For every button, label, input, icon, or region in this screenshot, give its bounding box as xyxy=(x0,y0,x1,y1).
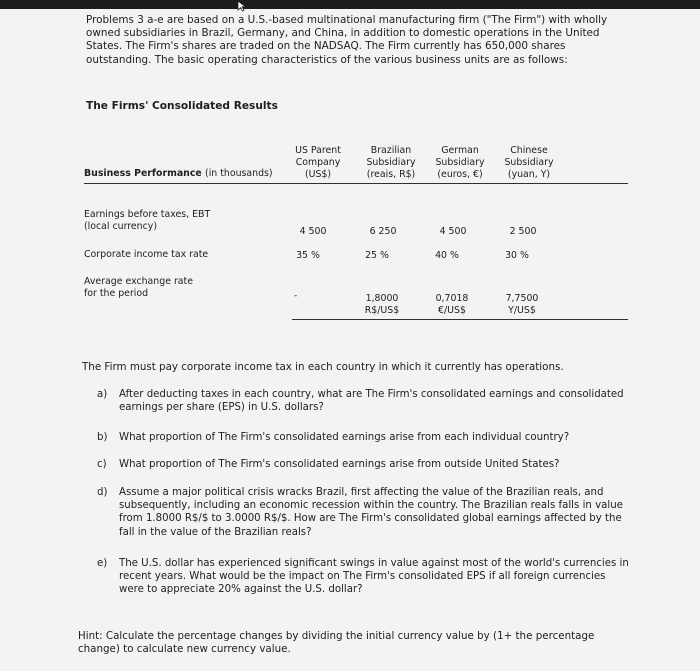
question-letter: c) xyxy=(97,459,107,470)
cell-fx-germany: 0,7018 €/US$ xyxy=(435,293,469,316)
question-text: What proportion of The Firm's consolidated earnings arise from each individual country? xyxy=(119,432,570,443)
question-text: The U.S. dollar has experienced significant swings in value against most of the world's currencies in recent years. What would be the impact on The Firm's consolidated EPS if all foreign currencies were to appreciate 20% against the U.S. dollar? xyxy=(119,558,629,596)
window-top-bar xyxy=(0,0,700,9)
column-header-us-parent: US Parent Company (US$) xyxy=(295,145,341,181)
cell-fx-us: - xyxy=(294,291,298,301)
cell-fx-china: 7,7500 Y/US$ xyxy=(505,293,539,316)
cell-tax-germany: 40 % xyxy=(435,250,459,261)
row-label-exchange-rate: Average exchange rate for the period xyxy=(84,276,193,299)
question-letter: e) xyxy=(97,558,108,569)
cell-ebt-us: 4 500 xyxy=(299,226,327,237)
business-performance-title: Business Performance xyxy=(84,168,202,179)
business-performance-unit: (in thousands) xyxy=(205,168,273,179)
question-text: What proportion of The Firm's consolidated earnings arise from outside United States? xyxy=(119,459,560,470)
cell-ebt-germany: 4 500 xyxy=(439,226,467,237)
problem-intro-paragraph: Problems 3 a-e are based on a U.S.-based multinational manufacturing firm ("The Firm") with wholly owned subsidiaries in Brazil, Germany, and China, in addition to domestic operations in the United States. The Firm's shares are traded on the NADSAQ. The Firm currently has 650,000 shares outstanding. The basic operating characteristics of the various business units are as follows: xyxy=(86,14,608,66)
column-header-chinese: Chinese Subsidiary (yuan, Y) xyxy=(504,145,554,181)
question-letter: a) xyxy=(97,389,108,400)
questions-intro: The Firm must pay corporate income tax in each country in which it currently has operations. xyxy=(82,361,564,373)
cell-fx-brazil: 1,8000 R$/US$ xyxy=(364,293,400,316)
cell-tax-us: 35 % xyxy=(296,250,320,261)
hint-text: Hint: Calculate the percentage changes by dividing the initial currency value by (1+ the percentage change) to calculate new currency value. xyxy=(78,630,595,656)
mouse-cursor-icon xyxy=(236,0,248,12)
business-performance-label xyxy=(84,168,273,179)
row-label-ebt: Earnings before taxes, EBT (local currency) xyxy=(84,209,211,232)
column-header-german: German Subsidiary (euros, €) xyxy=(435,145,485,181)
section-heading: The Firms' Consolidated Results xyxy=(86,100,278,112)
column-header-brazilian: Brazilian Subsidiary (reais, R$) xyxy=(366,145,416,181)
table-bottom-rule xyxy=(292,319,628,320)
cell-tax-china: 30 % xyxy=(505,250,529,261)
cell-ebt-china: 2 500 xyxy=(509,226,537,237)
question-letter: d) xyxy=(97,487,108,498)
question-text: After deducting taxes in each country, what are The Firm's consolidated earnings and consolidated earnings per share (EPS) in U.S. dollars? xyxy=(119,389,624,414)
header-divider xyxy=(84,183,628,184)
row-label-tax-rate: Corporate income tax rate xyxy=(84,249,209,260)
question-text: Assume a major political crisis wracks Brazil, first affecting the value of the Brazilian reals, and subsequently, including an economic recession within the country. The Brazilian reals falls in value from 1.8000 R$/$ to 3.0000 R$/$. How are The Firm's consolidated global earnings affected by the fall in the value of the Brazilian reals? xyxy=(119,487,623,538)
cell-ebt-brazil: 6 250 xyxy=(369,226,397,237)
cell-tax-brazil: 25 % xyxy=(365,250,389,261)
question-letter: b) xyxy=(97,432,108,443)
